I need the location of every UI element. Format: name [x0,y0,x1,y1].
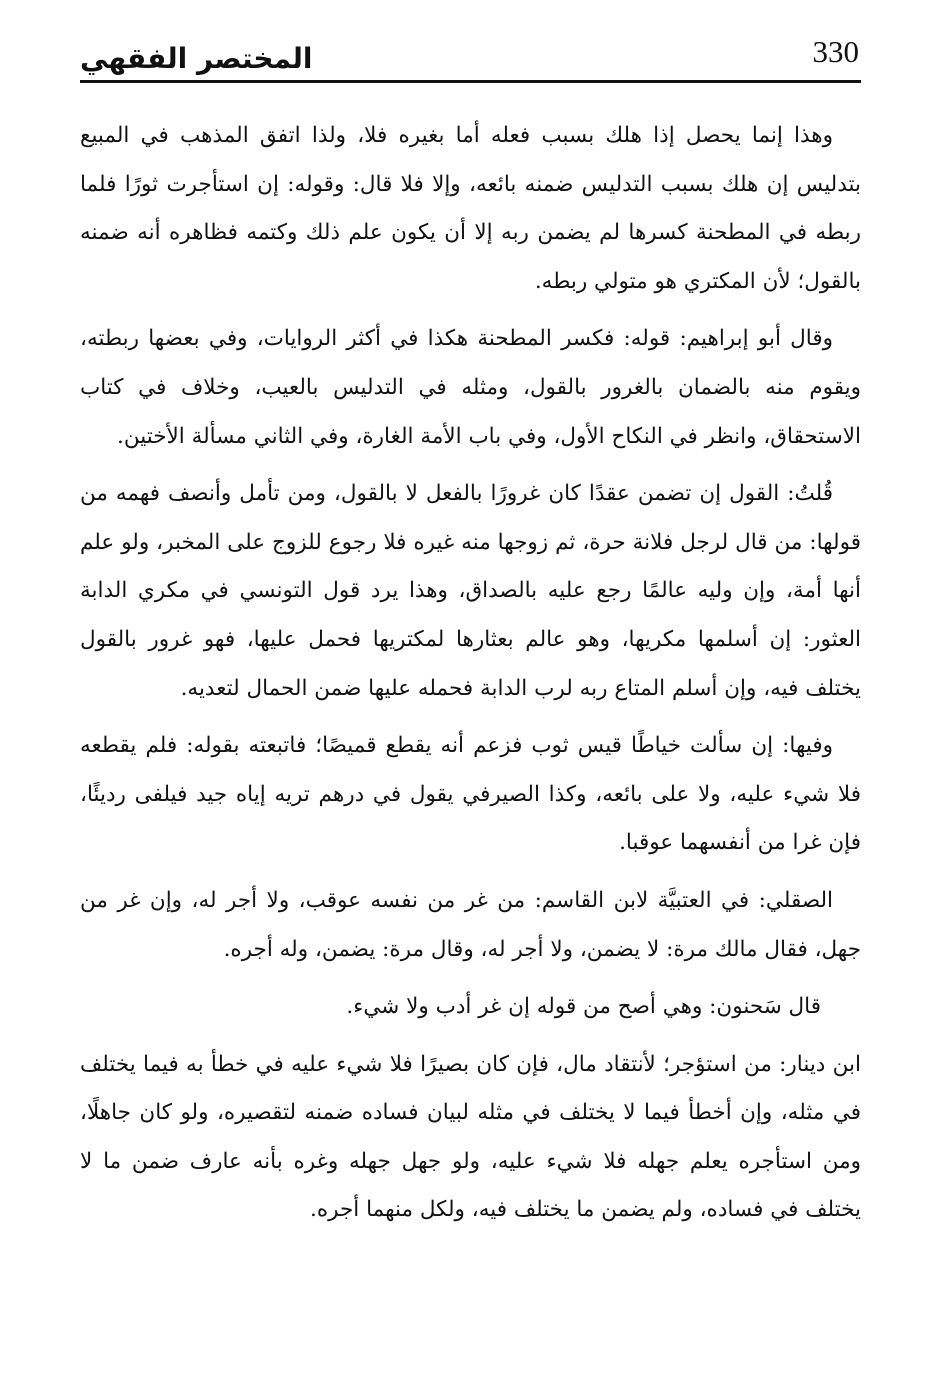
page-header [80,34,861,84]
paragraph-3: قُلتُ: القول إن تضمن عقدًا كان غرورًا بالفعل لا بالقول، ومن تأمل وأنصف فهمه من قولها: من قال لرجل فلانة حرة، ثم زوجها منه غيره فلا رجوع للزوج على المخبر، ولو علم أنها أمة، وإن وليه عالمًا رجع عليه بالصداق، وهذا يرد قول التونسي في مكري الدابة العثور: إن أسلمها مكريها، وهو عالم بعثارها لمكتريها فحمل عليها، فهو غرور بالقول يختلف فيه، وإن أسلم المتاع ربه لرب الدابة فحمله عليها ضمن الحمال لتعديه. [80,481,861,701]
paragraph-5: الصقلي: في العتبيَّة لابن القاسم: من غر من نفسه عوقب، ولا أجر له، وإن غر من جهل، فقال مالك مرة: لا يضمن، ولا أجر له، وقال مرة: يضمن، وله أجره. [80,887,861,962]
page-body [80,112,861,1244]
paragraph-6: قال سَحنون: وهي أصح من قوله إن غر أدب ولا شيء. [346,994,821,1020]
paragraph-7: ابن دينار: من استؤجر؛ لأنتقاد مال، فإن كان بصيرًا فلا شيء عليه في خطأ به فيما يختلف في مثله، وإن أخطأ فيما لا يختلف في مثله لبيان فساده ضمنه لتقصيره، ولو كان جاهلًا، ومن استأجره يعلم جهله فلا شيء عليه، ولو جهل جهله وغره بأنه عارف ضمن ما لا يختلف في فساده، ولم يضمن ما يختلف فيه، ولكل منهما أجره. [80,1051,861,1223]
running-title: المختصر الفقهي [80,42,313,75]
page-number: 330 [812,34,859,69]
paragraph-2: وقال أبو إبراهيم: قوله: فكسر المطحنة هكذا في أكثر الروايات، وفي بعضها ربطته، ويقوم منه بالضمان بالغرور بالقول، ومثله في التدليس بالعيب، وخلاف في كتاب الاستحقاق، وانظر في النكاح الأول، وفي باب الأمة الغارة، وفي الثاني مسألة الأختين. [80,326,861,449]
paragraph-1: وهذا إنما يحصل إذا هلك بسبب فعله أما بغيره فلا، ولذا اتفق المذهب في المبيع بتدليس إن هلك بسبب التدليس ضمنه بائعه، وإلا فلا قال: وقوله: إن استأجرت ثورًا فلما ربطه في المطحنة كسرها لم يضمن ربه إلا أن يكون علم ذلك وكتمه فظاهره أنه ضمنه بالقول؛ لأن المكتري هو متولي ربطه. [80,123,861,294]
header-divider [80,80,861,83]
paragraph-4: وفيها: إن سألت خياطًا قيس ثوب فزعم أنه يقطع قميصًا؛ فاتبعته بقوله: فلم يقطعه فلا شيء عليه، ولا على بائعه، وكذا الصيرفي يقول في درهم تريه إياه جيد فيلفى رديئًا، فإن غرا من أنفسهما عوقبا. [80,733,861,856]
